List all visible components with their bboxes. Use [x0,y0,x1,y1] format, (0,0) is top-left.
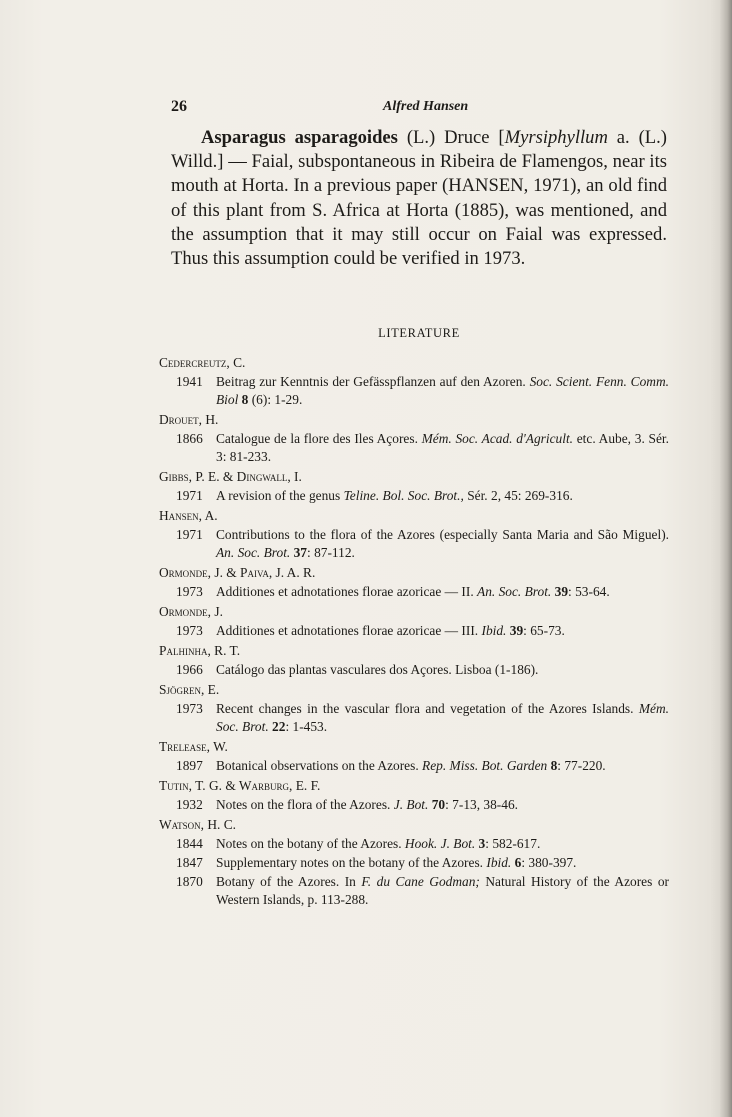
reference-pages: : 77-220. [557,758,606,773]
reference-year: 1870 [176,874,203,889]
reference-volume: 22 [268,719,286,734]
reference-volume: 39 [551,584,569,599]
reference-year: 1971 [176,527,203,542]
reference-entry [159,835,669,853]
reference-title: Botanical observations on the Azores. [216,758,423,773]
reference-author: Tutin, T. G. & Warburg, E. F. [159,778,321,793]
synonym-abbr: a. [607,127,630,148]
reference-pages: (6): 1-29. [248,392,303,407]
reference-volume: 8 [547,758,558,773]
reference-author: Palhinha, R. T. [159,643,241,658]
reference-pages: etc. Aube, 3. Sér. 3: 81-233. [216,431,669,464]
reference-year: 1932 [176,797,203,812]
reference-title: Notes on the botany of the Azores. [216,836,405,851]
reference-text [216,373,669,409]
reference-text [216,487,669,505]
reference-journal: Rep. Miss. Bot. Garden [422,758,548,773]
running-head: Alfred Hansen [383,99,469,114]
reference-year: 1897 [176,758,203,773]
reference-year: 1973 [176,701,203,716]
reference-pages: Sér. 2, 45: 269-316. [463,488,573,503]
reference-year: 1973 [176,623,203,638]
reference-title: Catalogue de la flore des Iles Açores. [216,431,422,446]
reference-year: 1971 [176,488,203,503]
reference-journal: Ibid. [481,623,507,638]
synonym-genus: Myrsiphyllum [504,127,608,148]
reference-title: Botany of the Azores. In [216,874,362,889]
reference-year: 1973 [176,584,203,599]
reference-entry [159,796,669,814]
reference-text [216,661,669,679]
reference-volume: 70 [428,797,446,812]
reference-entry [159,873,669,909]
reference-journal: An. Soc. Brot. [216,545,291,560]
reference-text [216,526,669,562]
page-number: 26 [171,98,187,115]
reference-text [216,873,669,909]
reference-journal: F. du Cane Godman; [361,874,480,889]
reference-pages: : 53-64. [568,584,610,599]
reference-text [216,835,669,853]
reference-journal: Ibid. [486,855,512,870]
reference-pages: : 87-112. [307,545,355,560]
reference-year: 1966 [176,662,203,677]
reference-entry [159,526,669,562]
reference-pages: : 380-397. [521,855,577,870]
reference-volume: 37 [290,545,308,560]
reference-journal: Mém. Soc. Acad. d'Agricult. [421,431,574,446]
reference-author: Ormonde, J. [159,604,223,619]
reference-journal: Hook. J. Bot. [404,836,476,851]
reference-journal: Mém. Soc. Brot. [216,701,669,734]
literature-heading: LITERATURE [378,326,460,340]
reference-entry [159,757,669,775]
reference-text [216,854,669,872]
reference-title: Recent changes in the vascular flora and vegetation of the Azores Islands. [216,701,639,716]
reference-entry [159,622,669,640]
reference-author: Hansen, A. [159,508,218,523]
reference-journal: Teline. Bol. Soc. Brot., [343,488,464,503]
reference-entry [159,661,669,679]
reference-title: Supplementary notes on the botany of the Azores. [216,855,487,870]
reference-title: Contributions to the flora of the Azores (especially Santa Maria and São Miguel). [216,527,669,542]
reference-entry [159,583,669,601]
reference-text [216,622,669,640]
reference-entry [159,854,669,872]
reference-pages: : 7-13, 38-46. [445,797,518,812]
reference-title: Catálogo das plantas vasculares dos Açores. Lisboa (1-186). [216,662,539,677]
species-authority: (L.) Druce [ [406,127,505,148]
reference-author: Gibbs, P. E. & Dingwall, I. [159,469,302,484]
reference-title: Notes on the flora of the Azores. [216,797,394,812]
intro-text: (L.) Willd.] — Faial, subspontaneous in Ribeira de Flamengos, near its mouth at Horta. In a previous paper (HANSEN, 1971), an old find of this plant from S. Africa at Horta (1885), was mentioned, and the assumption that it may still occur on Faial was expressed. Thus this assumption could be verified in 1973. [171,127,667,270]
species-name: Asparagus asparagoides [201,127,398,148]
reference-journal: An. Soc. Brot. [477,584,552,599]
reference-list [159,352,669,910]
reference-volume: 6 [511,855,522,870]
reference-volume: 8 [238,392,249,407]
reference-entry [159,700,669,736]
reference-text [216,796,669,814]
reference-title: Beitrag zur Kenntnis der Gefässpflanzen auf den Azoren. [216,374,530,389]
reference-pages: : 65-73. [523,623,565,638]
reference-year: 1941 [176,374,203,389]
reference-journal: J. Bot. [393,797,429,812]
reference-volume: 39 [506,623,524,638]
reference-text [216,757,669,775]
reference-year: 1866 [176,431,203,446]
reference-year: 1847 [176,855,203,870]
reference-author: Trelease, W. [159,739,228,754]
reference-text [216,430,669,466]
reference-volume: 3 [475,836,486,851]
reference-pages: Natural History of the Azores or Western Islands, p. 113-288. [216,874,669,907]
reference-text [216,583,669,601]
reference-author: Ormonde, J. & Paiva, J. A. R. [159,565,316,580]
reference-author: Sjögren, E. [159,682,220,697]
reference-pages: : 582-617. [485,836,541,851]
page-edge [720,0,732,1117]
reference-journal: Soc. Scient. Fenn. Comm. Biol [216,374,669,407]
reference-author: Drouet, H. [159,412,219,427]
reference-pages: : 1-453. [285,719,328,734]
reference-year: 1844 [176,836,203,851]
reference-text [216,700,669,736]
reference-title: A revision of the genus [216,488,344,503]
reference-entry [159,487,669,505]
reference-author: Cedercreutz, C. [159,355,246,370]
reference-title: Additiones et adnotationes florae azoricae — II. [216,584,478,599]
reference-entry [159,430,669,466]
intro-paragraph [171,126,667,271]
reference-entry [159,373,669,409]
reference-title: Additiones et adnotationes florae azoricae — III. [216,623,482,638]
page-header [171,98,671,118]
reference-author: Watson, H. C. [159,817,236,832]
